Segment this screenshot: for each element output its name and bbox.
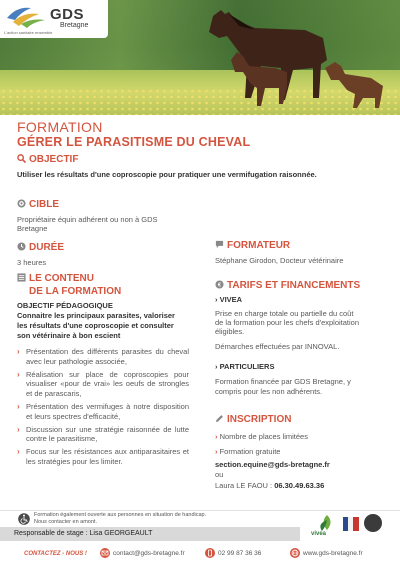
page-title: GÉRER LE PARASITISME DU CHEVAL xyxy=(17,135,251,149)
formateur-text: Stéphane Girodon, Docteur vétérinaire xyxy=(215,256,344,265)
contact-phone[interactable]: 06.30.49.63.36 xyxy=(274,481,325,490)
contenu-intro-3: son vétérinaire à bon escient xyxy=(17,331,121,340)
qualiopi-logo xyxy=(364,514,382,532)
inscription-contact xyxy=(215,481,324,491)
cible-line-2: Bretagne xyxy=(17,224,48,233)
chevron-right-icon: › xyxy=(17,369,20,379)
logo-region: Bretagne xyxy=(60,22,89,29)
contact-call: CONTACTEZ - NOUS ! xyxy=(24,551,87,557)
ministry-logo xyxy=(343,517,359,531)
wheelchair-icon xyxy=(18,513,30,525)
formateur-title: FORMATEUR xyxy=(227,240,291,251)
contenu-title-1: LE CONTENU xyxy=(29,273,94,284)
tarifs-heading xyxy=(215,280,360,292)
contenu-intro-1: Connaitre les principaux parasites, valoriser xyxy=(17,311,175,320)
responsable-name: Lisa GEORGEAULT xyxy=(89,530,153,537)
vivea-line-1: Prise en charge totale ou partielle du coût xyxy=(215,309,354,318)
list-item-text: Présentation des différents parasites du cheval avec leur pathologie associée, xyxy=(26,347,189,366)
duree-title: DURÉE xyxy=(29,242,65,253)
web-icon xyxy=(290,548,300,558)
objectif-text: Utiliser les résultats d'une coproscopie pour pratiquer une vermifugation raisonnée. xyxy=(17,170,317,179)
contenu-intro-2: les résultats d'une coproscopie et consulter xyxy=(17,321,174,330)
objectif-title: OBJECTIF xyxy=(29,154,79,165)
vivea-line-3: éligibles. xyxy=(215,327,245,336)
chevron-right-icon: › xyxy=(17,401,20,411)
responsable-label: Responsable de stage : xyxy=(14,530,90,537)
pen-icon xyxy=(215,414,224,426)
phone-icon xyxy=(205,548,215,558)
list-item xyxy=(17,447,189,466)
euro-icon xyxy=(215,280,224,292)
vivea-logo-text: vivea xyxy=(311,531,327,537)
duree-text: 3 heures xyxy=(17,258,47,267)
formation-label: FORMATION xyxy=(17,119,103,135)
chevron-right-icon: › xyxy=(17,347,20,356)
inscription-or: ou xyxy=(215,470,224,479)
inscription-email[interactable]: section.equine@gds-bretagne.fr xyxy=(215,460,330,469)
particuliers-line-2: compris pour les non adhérents. xyxy=(215,387,323,396)
chevron-right-icon: › xyxy=(17,424,20,434)
accessibility-note-1: Formation également ouverte aux personnes en situation de handicap. xyxy=(34,512,207,518)
vivea-line-2: de la formation pour les chefs d'exploitation xyxy=(215,318,360,327)
particuliers-label: › PARTICULIERS xyxy=(215,362,275,371)
inscription-heading xyxy=(215,414,291,426)
list-item-text: Réalisation sur place de coproscopies pour visualiser «pour de vrai» les oeufs de strongles et de parascaris, xyxy=(26,369,189,398)
contact-website[interactable]: www.gds-bretagne.fr xyxy=(303,550,363,557)
contact-phone-footer[interactable]: 02 99 87 36 36 xyxy=(218,550,262,557)
logo-tagline: L'action sanitaire ensemble xyxy=(4,30,53,35)
contenu-title-2: DE LA FORMATION xyxy=(29,286,122,297)
logo-name: GDS xyxy=(50,6,85,23)
contact-email[interactable]: contact@gds-bretagne.fr xyxy=(113,550,185,557)
gds-logo[interactable] xyxy=(0,0,108,38)
vivea-label: › VIVEA xyxy=(215,295,243,304)
email-icon xyxy=(100,548,110,558)
inscription-line-2: › Formation gratuite xyxy=(215,447,281,456)
list-item-text: Présentation des vermifuges à notre disposition et leurs spectres d'efficacité, xyxy=(26,401,189,421)
inscription-line-1-text: Nombre de places limitées xyxy=(219,432,308,441)
inscription-line-1: › Nombre de places limitées xyxy=(215,432,308,441)
duree-heading xyxy=(17,242,64,254)
particuliers-line-1: Formation financée par GDS Bretagne, y xyxy=(215,377,351,386)
chevron-right-icon: › xyxy=(17,447,20,457)
inscription-title: INSCRIPTION xyxy=(227,414,292,425)
list-item-text: Discussion sur une stratégie raisonnée de lutte contre le parasitisme, xyxy=(26,424,189,444)
responsable-text xyxy=(14,530,152,537)
cible-heading xyxy=(17,199,59,211)
clock-icon xyxy=(17,242,26,254)
list-item-text: Focus sur les résistances aux antiparasitaires et les stratégies pour les limiter. xyxy=(26,447,189,466)
gds-logo-icon xyxy=(5,4,47,28)
accessibility-note xyxy=(34,512,206,526)
chat-icon xyxy=(215,240,224,252)
list-icon xyxy=(17,273,26,285)
cible-line-1: Propriétaire équin adhérent ou non à GDS xyxy=(17,215,158,224)
contact-name: Laura LE FAOU : xyxy=(215,481,275,490)
contenu-list xyxy=(17,347,189,470)
list-item xyxy=(17,347,189,366)
horses-illustration xyxy=(195,8,395,108)
footer-divider xyxy=(0,510,400,511)
list-item xyxy=(17,425,189,444)
objectif-heading xyxy=(17,154,78,166)
inscription-line-2-text: Formation gratuite xyxy=(219,447,281,456)
target-icon xyxy=(17,199,26,211)
contenu-heading xyxy=(17,273,94,285)
svg-text:€: € xyxy=(217,282,222,289)
tarifs-title: TARIFS ET FINANCEMENTS xyxy=(227,280,361,291)
list-item xyxy=(17,370,189,399)
vivea-label-text: VIVEA xyxy=(219,295,243,304)
list-item xyxy=(17,402,189,421)
particuliers-label-text: PARTICULIERS xyxy=(219,362,275,371)
vivea-line-4: Démarches effectuées par INNOVAL. xyxy=(215,342,340,351)
search-icon xyxy=(17,154,26,166)
cible-title: CIBLE xyxy=(29,199,59,210)
contenu-subtitle: OBJECTIF PÉDAGOGIQUE xyxy=(17,301,113,310)
accessibility-note-2: Nous contacter en amont. xyxy=(34,519,97,525)
formateur-heading xyxy=(215,240,290,252)
